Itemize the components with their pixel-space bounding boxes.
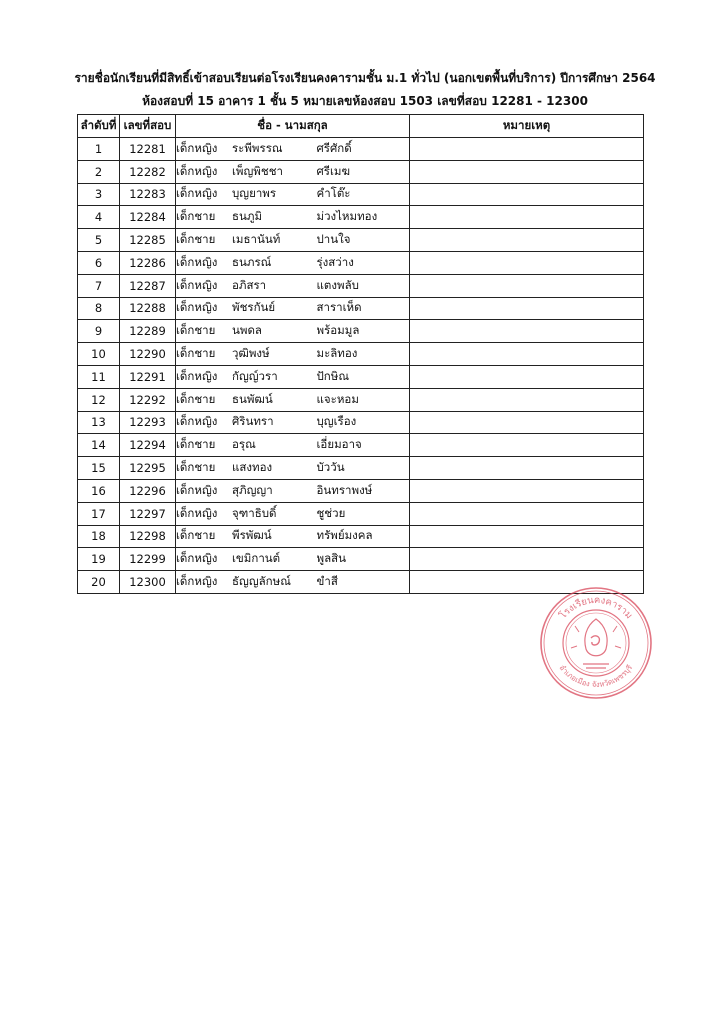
exam-number-cell: 12290 bbox=[120, 343, 176, 366]
name-cell bbox=[176, 251, 317, 274]
surname-cell: อินทราพงษ์ bbox=[317, 479, 410, 502]
surname-cell: ศรีเมฆ bbox=[317, 160, 410, 183]
surname-cell: ขำสี bbox=[317, 571, 410, 594]
first-name: เขมิกานต์ bbox=[232, 551, 281, 566]
name-cell bbox=[176, 502, 317, 525]
name-prefix: เด็กหญิง bbox=[176, 574, 218, 589]
order-cell: 20 bbox=[78, 571, 120, 594]
first-name: ระพีพรรณ bbox=[232, 140, 283, 155]
column-header-exam-number: เลขที่สอบ bbox=[120, 115, 176, 138]
remarks-cell bbox=[410, 365, 644, 388]
name-prefix: เด็กหญิง bbox=[176, 505, 218, 520]
first-name: บุญยาพร bbox=[232, 186, 277, 201]
name-prefix: เด็กหญิง bbox=[176, 277, 218, 292]
name-cell bbox=[176, 138, 317, 161]
name-prefix: เด็กหญิง bbox=[176, 186, 218, 201]
name-cell bbox=[176, 343, 317, 366]
table-row bbox=[78, 457, 644, 480]
name-cell bbox=[176, 274, 317, 297]
exam-number-cell: 12287 bbox=[120, 274, 176, 297]
first-name: ธนภรณ์ bbox=[232, 254, 272, 269]
first-name: จุฑาธิบดิ์ bbox=[232, 505, 277, 520]
table-row bbox=[78, 297, 644, 320]
name-cell bbox=[176, 183, 317, 206]
surname-cell: คำโต๊ะ bbox=[317, 183, 410, 206]
first-name: ธนภูมิ bbox=[232, 209, 263, 224]
name-prefix: เด็กชาย bbox=[176, 391, 216, 406]
table-row bbox=[78, 320, 644, 343]
exam-number-cell: 12282 bbox=[120, 160, 176, 183]
order-cell: 5 bbox=[78, 229, 120, 252]
document-title: รายชื่อนักเรียนที่มีสิทธิ์เข้าสอบเรียนต่อโรงเรียนคงคารามชั้น ม.1 ทั่วไป (นอกเขตพื้นที่บริการ) ปีการศึกษา 2564 bbox=[74, 71, 656, 85]
exam-number-cell: 12286 bbox=[120, 251, 176, 274]
exam-number-cell: 12284 bbox=[120, 206, 176, 229]
name-prefix: เด็กหญิง bbox=[176, 140, 218, 155]
stamp-top-text: โรงเรียนคงคาราม bbox=[557, 594, 635, 622]
name-prefix: เด็กชาย bbox=[176, 209, 216, 224]
surname-cell: รุ่งสว่าง bbox=[317, 251, 410, 274]
first-name: อรุณ bbox=[232, 437, 256, 452]
surname-cell: บุญเรือง bbox=[317, 411, 410, 434]
first-name: พีรพัฒน์ bbox=[232, 528, 272, 543]
remarks-cell bbox=[410, 525, 644, 548]
table-row bbox=[78, 525, 644, 548]
remarks-cell bbox=[410, 502, 644, 525]
table-row bbox=[78, 160, 644, 183]
exam-number-cell: 12289 bbox=[120, 320, 176, 343]
first-name: อภิสรา bbox=[232, 277, 267, 292]
name-cell bbox=[176, 160, 317, 183]
name-prefix: เด็กชาย bbox=[176, 323, 216, 338]
name-prefix: เด็กชาย bbox=[176, 346, 216, 361]
surname-cell: ม่วงไหมทอง bbox=[317, 206, 410, 229]
name-cell bbox=[176, 571, 317, 594]
exam-number-cell: 12293 bbox=[120, 411, 176, 434]
name-prefix: เด็กชาย bbox=[176, 232, 216, 247]
first-name: ศิรินทรา bbox=[232, 414, 274, 429]
first-name: สุภิญญา bbox=[232, 482, 273, 497]
surname-cell: มะลิทอง bbox=[317, 343, 410, 366]
surname-cell: แจะหอม bbox=[317, 388, 410, 411]
name-cell bbox=[176, 320, 317, 343]
surname-cell: ปานใจ bbox=[317, 229, 410, 252]
name-cell bbox=[176, 434, 317, 457]
remarks-cell bbox=[410, 343, 644, 366]
surname-cell: ศรีศักดิ์ bbox=[317, 138, 410, 161]
remarks-cell bbox=[410, 548, 644, 571]
student-roster-table bbox=[77, 114, 644, 594]
exam-number-cell: 12295 bbox=[120, 457, 176, 480]
name-prefix: เด็กหญิง bbox=[176, 368, 218, 383]
name-cell bbox=[176, 388, 317, 411]
name-prefix: เด็กหญิง bbox=[176, 414, 218, 429]
order-cell: 16 bbox=[78, 479, 120, 502]
name-prefix: เด็กชาย bbox=[176, 528, 216, 543]
name-cell bbox=[176, 365, 317, 388]
exam-number-cell: 12294 bbox=[120, 434, 176, 457]
exam-number-cell: 12281 bbox=[120, 138, 176, 161]
name-cell bbox=[176, 297, 317, 320]
exam-number-cell: 12298 bbox=[120, 525, 176, 548]
exam-number-cell: 12285 bbox=[120, 229, 176, 252]
first-name: เมธานันท์ bbox=[232, 232, 281, 247]
table-row bbox=[78, 229, 644, 252]
order-cell: 10 bbox=[78, 343, 120, 366]
order-cell: 3 bbox=[78, 183, 120, 206]
first-name: นพดล bbox=[232, 323, 262, 338]
stamp-bottom-text: อำเภอเมือง จังหวัดเพชรบุรี bbox=[557, 663, 635, 690]
first-name: กัญญ์วรา bbox=[232, 368, 278, 383]
order-cell: 9 bbox=[78, 320, 120, 343]
column-header-full-name: ชื่อ - นามสกุล bbox=[176, 115, 410, 138]
table-row bbox=[78, 388, 644, 411]
first-name: วุฒิพงษ์ bbox=[232, 346, 270, 361]
order-cell: 15 bbox=[78, 457, 120, 480]
remarks-cell bbox=[410, 138, 644, 161]
remarks-cell bbox=[410, 434, 644, 457]
column-header-order: ลำดับที่ bbox=[78, 115, 120, 138]
surname-cell: ทรัพย์มงคล bbox=[317, 525, 410, 548]
table-row bbox=[78, 206, 644, 229]
table-row bbox=[78, 434, 644, 457]
surname-cell: สาราเห็ด bbox=[317, 297, 410, 320]
first-name: ธนพัฒน์ bbox=[232, 391, 273, 406]
surname-cell: เอี่ยมอาจ bbox=[317, 434, 410, 457]
remarks-cell bbox=[410, 320, 644, 343]
name-prefix: เด็กหญิง bbox=[176, 254, 218, 269]
table-row bbox=[78, 183, 644, 206]
surname-cell: พูลสิน bbox=[317, 548, 410, 571]
surname-cell: ปักษิณ bbox=[317, 365, 410, 388]
exam-number-cell: 12296 bbox=[120, 479, 176, 502]
order-cell: 2 bbox=[78, 160, 120, 183]
table-row bbox=[78, 274, 644, 297]
exam-room-info: ห้องสอบที่ 15 อาคาร 1 ชั้น 5 หมายเลขห้องสอบ 1503 เลขที่สอบ 12281 - 12300 bbox=[142, 94, 588, 108]
table-header-row bbox=[78, 115, 644, 138]
table-row bbox=[78, 502, 644, 525]
name-cell bbox=[176, 206, 317, 229]
table-row bbox=[78, 251, 644, 274]
table-row bbox=[78, 343, 644, 366]
name-cell bbox=[176, 548, 317, 571]
order-cell: 12 bbox=[78, 388, 120, 411]
name-prefix: เด็กหญิง bbox=[176, 551, 218, 566]
order-cell: 1 bbox=[78, 138, 120, 161]
exam-number-cell: 12292 bbox=[120, 388, 176, 411]
order-cell: 4 bbox=[78, 206, 120, 229]
name-cell bbox=[176, 525, 317, 548]
remarks-cell bbox=[410, 251, 644, 274]
remarks-cell bbox=[410, 457, 644, 480]
order-cell: 13 bbox=[78, 411, 120, 434]
first-name: แสงทอง bbox=[232, 460, 273, 475]
name-cell bbox=[176, 479, 317, 502]
name-prefix: เด็กหญิง bbox=[176, 163, 218, 178]
name-prefix: เด็กชาย bbox=[176, 437, 216, 452]
exam-number-cell: 12283 bbox=[120, 183, 176, 206]
first-name: เพ็ญพิชชา bbox=[232, 163, 283, 178]
name-prefix: เด็กหญิง bbox=[176, 482, 218, 497]
name-cell bbox=[176, 229, 317, 252]
surname-cell: พร้อมมูล bbox=[317, 320, 410, 343]
remarks-cell bbox=[410, 411, 644, 434]
exam-number-cell: 12291 bbox=[120, 365, 176, 388]
first-name: ธัญญลักษณ์ bbox=[232, 574, 291, 589]
remarks-cell bbox=[410, 183, 644, 206]
table-row bbox=[78, 365, 644, 388]
surname-cell: บัววัน bbox=[317, 457, 410, 480]
order-cell: 19 bbox=[78, 548, 120, 571]
order-cell: 11 bbox=[78, 365, 120, 388]
name-prefix: เด็กหญิง bbox=[176, 300, 218, 315]
name-cell bbox=[176, 457, 317, 480]
surname-cell: แตงพลับ bbox=[317, 274, 410, 297]
exam-number-cell: 12300 bbox=[120, 571, 176, 594]
order-cell: 6 bbox=[78, 251, 120, 274]
exam-number-cell: 12299 bbox=[120, 548, 176, 571]
order-cell: 7 bbox=[78, 274, 120, 297]
school-seal-stamp bbox=[539, 586, 653, 700]
remarks-cell bbox=[410, 229, 644, 252]
table-row bbox=[78, 411, 644, 434]
order-cell: 18 bbox=[78, 525, 120, 548]
table-row bbox=[78, 138, 644, 161]
exam-number-cell: 12297 bbox=[120, 502, 176, 525]
order-cell: 17 bbox=[78, 502, 120, 525]
exam-number-cell: 12288 bbox=[120, 297, 176, 320]
remarks-cell bbox=[410, 479, 644, 502]
remarks-cell bbox=[410, 206, 644, 229]
table-body bbox=[78, 138, 644, 594]
remarks-cell bbox=[410, 388, 644, 411]
column-header-remarks: หมายเหตุ bbox=[410, 115, 644, 138]
remarks-cell bbox=[410, 274, 644, 297]
name-cell bbox=[176, 411, 317, 434]
remarks-cell bbox=[410, 160, 644, 183]
order-cell: 8 bbox=[78, 297, 120, 320]
remarks-cell bbox=[410, 297, 644, 320]
table-row bbox=[78, 479, 644, 502]
table-row bbox=[78, 548, 644, 571]
name-prefix: เด็กชาย bbox=[176, 460, 216, 475]
surname-cell: ชูช่วย bbox=[317, 502, 410, 525]
order-cell: 14 bbox=[78, 434, 120, 457]
first-name: พัชรกันย์ bbox=[232, 300, 276, 315]
